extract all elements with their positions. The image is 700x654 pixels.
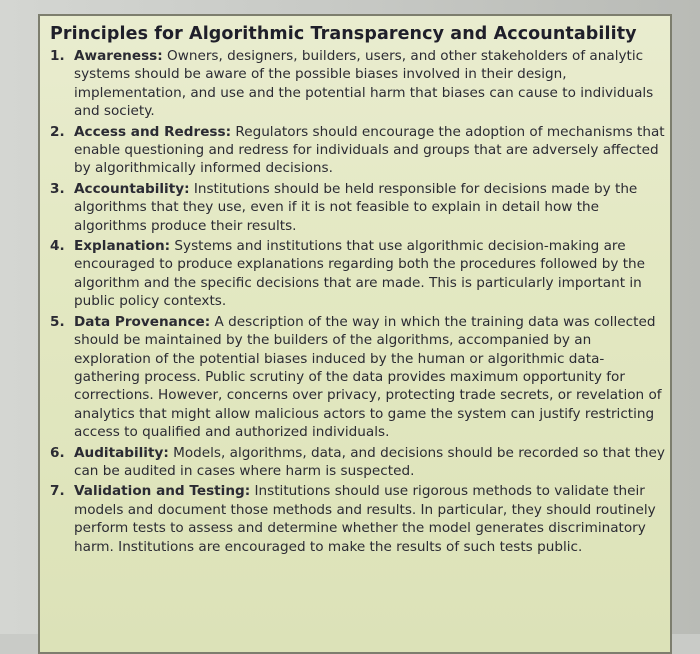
principles-box bbox=[38, 14, 672, 654]
principle-number: 7. bbox=[50, 483, 65, 500]
principle-text: Owners, designers, builders, users, and other stakeholders of analytic systems should be aware of the possible biases involved in their design, implementation, and use and the potential harm that biases can cause to individuals and society. bbox=[74, 48, 654, 120]
principle-text: Institutions should be held responsible for decisions made by the algorithms that they use, even if it is not feasible to explain in detail how the algorithms produce their results. bbox=[74, 180, 638, 234]
principle-term: Validation and Testing: bbox=[74, 483, 251, 500]
principle-text: Regulators should encourage the adoption of mechanisms that enable questioning and redress for individuals and groups that are adversely affected by algorithmically informed decisions. bbox=[74, 123, 665, 177]
principle-term: Access and Redress: bbox=[74, 123, 232, 140]
principle-number: 1. bbox=[50, 48, 65, 64]
box-title: Principles for Algorithmic Transparency and Accountability bbox=[50, 24, 637, 44]
principle-auditability bbox=[50, 444, 670, 481]
principle-term: Accountability: bbox=[74, 180, 190, 197]
principle-text: Models, algorithms, data, and decisions should be recorded so that they can be audited in cases where harm is suspected. bbox=[74, 444, 665, 479]
principle-accountability bbox=[50, 180, 670, 235]
principle-number: 2. bbox=[50, 123, 65, 140]
principles-list bbox=[50, 47, 670, 556]
principle-text: A description of the way in which the training data was collected should be maintained by the builders of the algorithms, accompanied by an exploration of the potential biases induced by the human or algorithmic data-gathering process. Public scrutiny of the data provides maximum opportunity for corrections. However, concerns over privacy, protecting trade secrets, or revelation of analytics that might allow malicious actors to game the system can justify restricting access to qualified and authorized individuals. bbox=[74, 313, 662, 441]
principle-number: 3. bbox=[50, 180, 65, 197]
principle-text: Institutions should use rigorous methods to validate their models and document those methods and results. In particular, they should routinely perform tests to assess and determine whether the model generates discriminatory harm. Institutions are encouraged to make the results of such tests public. bbox=[74, 483, 656, 555]
principle-access-and-redress bbox=[50, 123, 670, 178]
principle-term: Auditability: bbox=[74, 444, 169, 461]
principle-awareness bbox=[50, 47, 670, 121]
principle-term: Awareness: bbox=[74, 48, 163, 64]
principle-number: 4. bbox=[50, 238, 65, 255]
principle-term: Data Provenance: bbox=[74, 313, 211, 330]
principle-explanation bbox=[50, 237, 670, 311]
principle-term: Explanation: bbox=[74, 238, 171, 255]
principle-data-provenance bbox=[50, 313, 670, 442]
principle-number: 5. bbox=[50, 313, 65, 330]
principle-validation-and-testing bbox=[50, 482, 670, 556]
principle-text: Systems and institutions that use algorithmic decision-making are encouraged to produce explanations regarding both the procedures followed by the algorithm and the specific decisions that are made. This is particularly important in public policy contexts. bbox=[74, 238, 646, 310]
principle-number: 6. bbox=[50, 444, 65, 461]
